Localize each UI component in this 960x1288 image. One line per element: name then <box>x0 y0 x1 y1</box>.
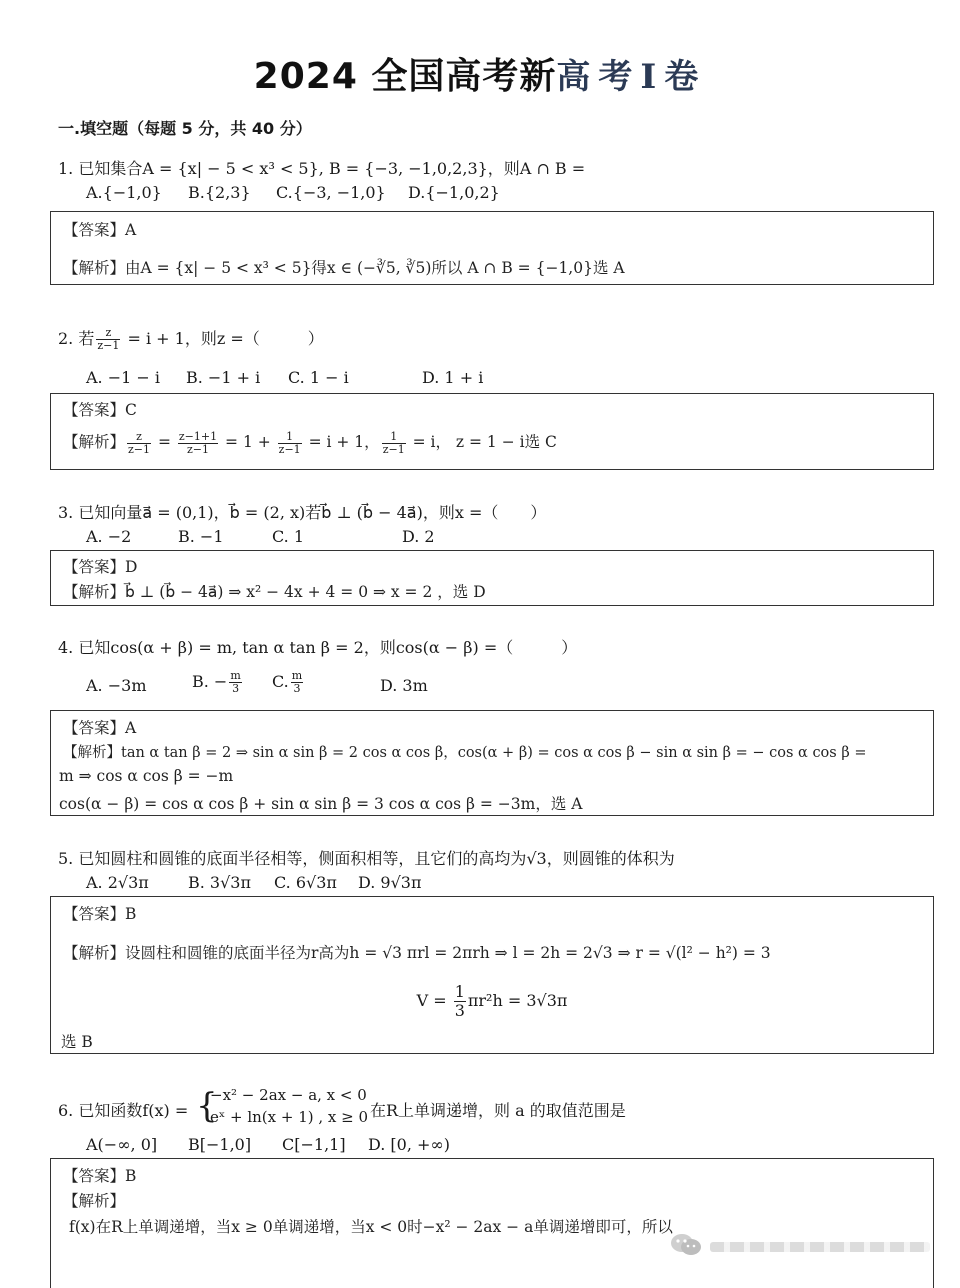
q2-stem-fraction: $\frac{z}{z-1}$ <box>97 326 120 352</box>
q4-option-b: B. − $\frac{m}{3}$ <box>192 669 241 695</box>
q3-analysis: 【解析】b⃗ ⊥ (b⃗ − 4a⃗) ⇒ x² − 4x + 4 = 0 ⇒ x = 2 ，选 D <box>63 583 486 601</box>
watermark-blur <box>710 1242 930 1252</box>
q5-option-c: C. 6√3π <box>274 873 337 892</box>
section-heading: 一.填空题（每题 5 分，共 40 分） <box>58 119 312 138</box>
q6-stem-suffix: 在R上单调递增，则 a 的取值范围是 <box>370 1101 626 1120</box>
q2-option-c: C. 1 − i <box>288 368 349 387</box>
q2-answer: 【答案】C <box>63 401 137 419</box>
q1-option-b: B.{2,3} <box>188 183 251 202</box>
q5-analysis: 【解析】设圆柱和圆锥的底面半径为r高为h = √3 πrl = 2πrh ⇒ l = 2h = 2√3 ⇒ r = √(l² − h²) = 3 <box>63 944 771 962</box>
q5-answer: 【答案】B <box>63 905 137 923</box>
q1-answer: 【答案】A <box>63 221 137 239</box>
q4-option-a: A. −3m <box>86 676 147 695</box>
q6-option-d: D. [0, +∞) <box>368 1135 450 1154</box>
q3-option-b: B. −1 <box>178 527 224 546</box>
q3-option-a: A. −2 <box>86 527 132 546</box>
q6-option-c: C[−1,1] <box>282 1135 346 1154</box>
q5-option-a: A. 2√3π <box>86 873 149 892</box>
question-5-stem: 5. 已知圆柱和圆锥的底面半径相等，侧面积相等，且它们的高均为√3，则圆锥的体积为 <box>58 849 675 868</box>
q5-option-b: B. 3√3π <box>188 873 251 892</box>
q2-answer-box <box>50 393 934 470</box>
q1-option-d: D.{−1,0,2} <box>408 183 500 202</box>
q4-analysis-line-1: 【解析】tan α tan β = 2 ⇒ sin α sin β = 2 cos α cos β，cos(α + β) = cos α cos β − sin α sin β = − cos α cos β = <box>63 745 867 761</box>
q1-option-a: A.{−1,0} <box>86 183 162 202</box>
q2-option-a: A. −1 − i <box>86 368 161 387</box>
q6-option-a: A(−∞, 0] <box>86 1135 158 1154</box>
title-main: 2024 全国高考新 <box>253 56 557 97</box>
q5-volume-formula: V = $\frac{1}{3}$ πr²h = 3√3π <box>416 982 568 1020</box>
q3-option-d: D. 2 <box>402 527 435 546</box>
q4-option-c: C. $\frac{m}{3}$ <box>272 669 303 695</box>
q6-stem-prefix: 6. 已知函数f(x) = <box>58 1101 189 1120</box>
q2-analysis: 【解析】 $\frac{z}{z-1}$ = $\frac{z-1+1}{z-1}$ = 1 + $\frac{1}{z-1}$ = i + 1， $\frac{1}{z-1}$ = i， z = 1 − i选 C <box>63 429 557 456</box>
q6-analysis: f(x)在R上单调递增，当x ≥ 0单调递增，当x < 0时−x² − 2ax − a单调递增即可，所以 <box>69 1218 673 1236</box>
page-title <box>0 48 960 108</box>
q3-option-c: C. 1 <box>272 527 305 546</box>
q6-analysis-label: 【解析】 <box>63 1192 126 1210</box>
q6-case-2: eˣ + ln(x + 1) , x ≥ 0 <box>210 1108 369 1126</box>
q5-answer-box <box>50 896 934 1054</box>
q2-stem-suffix: = i + 1，则z =（ ） <box>122 329 324 348</box>
q6-brace: { <box>196 1086 218 1126</box>
q4-analysis-line-3: cos(α − β) = cos α cos β + sin α sin β = 3 cos α cos β = −3m，选 A <box>59 795 583 813</box>
q6-option-b: B[−1,0] <box>188 1135 252 1154</box>
q4-option-d: D. 3m <box>380 676 428 695</box>
title-accent: 高考Ⅰ卷 <box>556 57 707 97</box>
q1-analysis: 【解析】由A = {x| − 5 < x³ < 5}得x ∈ (−∛5, ∛5)所以 A ∩ B = {−1,0}选 A <box>63 259 625 277</box>
q5-option-d: D. 9√3π <box>358 873 422 892</box>
q6-answer: 【答案】B <box>63 1167 137 1185</box>
q5-choose: 选 B <box>61 1033 93 1051</box>
q6-answer-box <box>50 1158 934 1288</box>
q2-option-b: B. −1 + i <box>186 368 261 387</box>
q3-answer-box <box>50 550 934 606</box>
question-1-stem: 1. 已知集合A = {x| − 5 < x³ < 5}, B = {−3, −1,0,2,3}，则A ∩ B = <box>58 159 586 178</box>
q1-option-c: C.{−3, −1,0} <box>276 183 386 202</box>
q2-option-d: D. 1 + i <box>422 368 484 387</box>
question-4-stem: 4. 已知cos(α + β) = m, tan α tan β = 2，则cos(α − β) =（ ） <box>58 638 578 657</box>
q4-answer-box <box>50 710 934 816</box>
q4-answer: 【答案】A <box>63 719 137 737</box>
q2-stem-prefix: 2. 若 <box>58 329 95 348</box>
q1-answer-box <box>50 211 934 285</box>
q3-answer: 【答案】D <box>63 558 138 576</box>
question-2-stem <box>58 326 324 352</box>
chat-bubble-icon <box>668 1230 704 1260</box>
q4-analysis-line-2: m ⇒ cos α cos β = −m <box>59 767 234 785</box>
question-3-stem: 3. 已知向量a⃗ = (0,1)，b⃗ = (2, x)若b⃗ ⊥ (b⃗ − 4a⃗)，则x =（ ） <box>58 503 547 522</box>
q6-case-1: −x² − 2ax − a, x < 0 <box>210 1086 367 1104</box>
